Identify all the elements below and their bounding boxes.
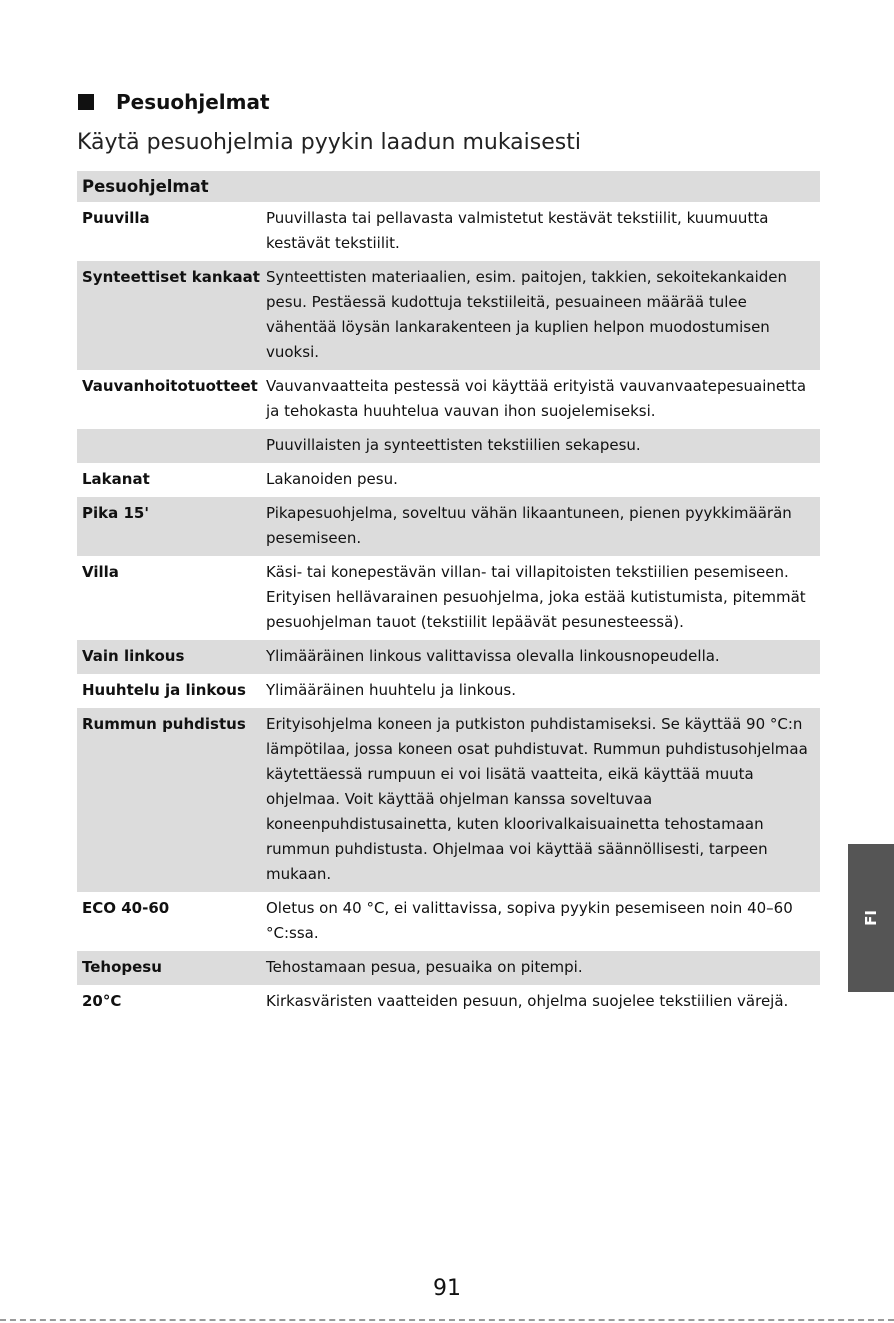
table-row	[77, 985, 820, 1019]
program-description: Vauvanvaatteita pestessä voi käyttää erityistä vauvanvaatepesuainetta ja tehokasta huuhtelua vauvan ihon suojelemiseksi.	[266, 377, 807, 420]
program-description: Lakanoiden pesu.	[266, 470, 398, 488]
table-row	[77, 261, 820, 370]
table-row	[77, 892, 820, 951]
table-row	[77, 951, 820, 985]
program-name: 20°C	[82, 992, 122, 1010]
section-title: Pesuohjelmat	[116, 90, 270, 114]
section-heading	[78, 90, 270, 114]
program-description: Ylimääräinen huuhtelu ja linkous.	[266, 681, 516, 699]
program-name: Pika 15'	[82, 504, 149, 522]
table-row	[77, 463, 820, 497]
program-description: Synteettisten materiaalien, esim. paitojen, takkien, sekoitekankaiden pesu. Pestäessä kudottuja tekstiileitä, pesuaineen määrää tulee vähentää löysän lankarakenteen ja kuplien helpon muodostumisen vuoksi.	[266, 268, 788, 361]
program-name: Vain linkous	[82, 647, 185, 665]
language-tab-label: FI	[861, 910, 880, 926]
programs-table	[77, 171, 820, 1019]
table-row	[77, 640, 820, 674]
table-row	[77, 429, 820, 463]
table-row	[77, 556, 820, 640]
square-bullet-icon	[78, 94, 94, 110]
program-name: Puuvilla	[82, 209, 150, 227]
table-row	[77, 674, 820, 708]
program-name: Lakanat	[82, 470, 150, 488]
program-name: Huuhtelu ja linkous	[82, 681, 246, 699]
table-header: Pesuohjelmat	[77, 171, 820, 202]
section-subtitle: Käytä pesuohjelmia pyykin laadun mukaisesti	[77, 130, 581, 155]
program-description: Ylimääräinen linkous valittavissa olevalla linkousnopeudella.	[266, 647, 720, 665]
program-name: Synteettiset kankaat	[82, 268, 260, 286]
program-description: Erityisohjelma koneen ja putkiston puhdistamiseksi. Se käyttää 90 °C:n lämpötilaa, jossa koneen osat puhdistuvat. Rummun puhdistusohjelmaa käytettäessä rumpuun ei voi lisätä vaatteita, eikä käyttää muuta ohjelmaa. Voit käyttää ohjelman kanssa soveltuvaa koneenpuhdistusainetta, kuten kloorivalkaisuainetta tehostamaan rummun puhdistusta. Ohjelmaa voi käyttää säännöllisesti, tarpeen mukaan.	[266, 715, 808, 883]
program-description: Kirkasväristen vaatteiden pesuun, ohjelma suojelee tekstiilien värejä.	[266, 992, 789, 1010]
bottom-divider	[0, 1319, 894, 1321]
program-description: Tehostamaan pesua, pesuaika on pitempi.	[266, 958, 583, 976]
table-row	[77, 202, 820, 261]
program-name	[77, 433, 266, 458]
program-name: Rummun puhdistus	[82, 715, 246, 733]
program-description: Käsi- tai konepestävän villan- tai villapitoisten tekstiilien pesemiseen. Erityisen hellävarainen pesuohjelma, joka estää kutistumista, pitemmät pesuohjelman tauot (tekstiilit lepäävät pesunesteessä).	[266, 563, 806, 631]
program-description: Pikapesuohjelma, soveltuu vähän likaantuneen, pienen pyykkimäärän pesemiseen.	[266, 504, 792, 547]
program-name: Vauvanhoitotuotteet	[82, 377, 258, 395]
program-description: Puuvillasta tai pellavasta valmistetut kestävät tekstiilit, kuumuutta kestävät tekstiilit.	[266, 209, 769, 252]
table-row	[77, 497, 820, 556]
program-name: ECO 40-60	[82, 899, 170, 917]
program-description: Oletus on 40 °C, ei valittavissa, sopiva pyykin pesemiseen noin 40–60 °C:ssa.	[266, 899, 793, 942]
program-name: Tehopesu	[82, 958, 162, 976]
program-name: Villa	[82, 563, 119, 581]
table-row	[77, 708, 820, 892]
page-number: 91	[433, 1276, 461, 1301]
program-description: Puuvillaisten ja synteettisten tekstiilien sekapesu.	[266, 436, 641, 454]
table-row	[77, 370, 820, 429]
language-tab	[848, 844, 894, 992]
